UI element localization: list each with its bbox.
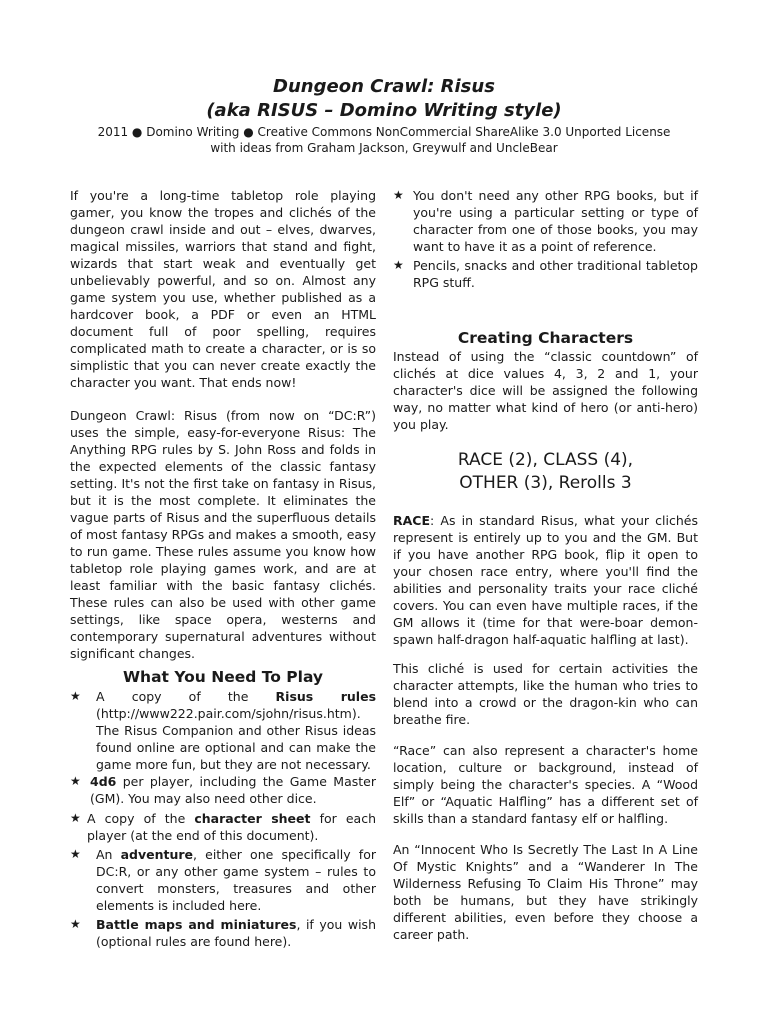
license-line: 2011 ● Domino Writing ● Creative Commons NonCommercial ShareAlike 3.0 Unported License bbox=[97, 125, 671, 139]
race-examples-paragraph: An “Innocent Who Is Secretly The Last In A Line Of Mystic Knights” and a “Wanderer In The Wilderness Refusing To Claim His Throne” may both be humans, but they have strikingly different abilities, even before they choose a career path. bbox=[393, 842, 698, 942]
star-bullet-icon: ★ bbox=[70, 774, 81, 788]
what-you-need-heading: What You Need To Play bbox=[122, 668, 324, 686]
list-item: ★ Pencils, snacks and other traditional tabletop RPG stuff. bbox=[393, 258, 698, 290]
star-bullet-icon: ★ bbox=[393, 258, 404, 272]
star-bullet-icon: ★ bbox=[70, 917, 81, 931]
race-paragraph: RACE: As in standard Risus, what your clichés represent is entirely up to you and the GM. But if you have another RPG book, flip it open to your chosen race entry, where you'll find the abilities and personality traits your race cliché covers. You can even have multiple races, if the GM allows it (time for that were-boar demon-spawn half-dragon half-aquatic halfling at last). bbox=[393, 513, 698, 647]
list-item: ★ 4d6 per player, including the Game Master (GM). You may also need other dice. bbox=[70, 774, 376, 806]
creating-characters-heading: Creating Characters bbox=[457, 329, 634, 347]
dice-assignment-line-2: OTHER (3), Rerolls 3 bbox=[459, 473, 632, 493]
list-item: ★ An adventure, either one specifically for DC:R, or any other game system – rules to convert monsters, treasures and other elements is included here. bbox=[70, 847, 376, 913]
list-item: ★ A copy of the character sheet for each player (at the end of this document). bbox=[70, 811, 377, 843]
star-bullet-icon: ★ bbox=[393, 188, 404, 202]
document-title: Dungeon Crawl: Risus bbox=[273, 76, 495, 97]
document-subtitle: (aka RISUS – Domino Writing style) bbox=[206, 100, 562, 121]
countdown-paragraph: Instead of using the “classic countdown” of clichés at dice values 4, 3, 2 and 1, your character's dice will be assigned the following way, no matter what kind of hero (or anti-hero) you play. bbox=[393, 349, 698, 432]
race-usage-paragraph: This cliché is used for certain activities the character attempts, like the human who tries to blend into a crowd or the dragon-kin who can breathe fire. bbox=[393, 661, 698, 727]
credits-line: with ideas from Graham Jackson, Greywulf and UncleBear bbox=[210, 141, 558, 155]
star-bullet-icon: ★ bbox=[70, 847, 81, 861]
race-background-paragraph: “Race” can also represent a character's home location, culture or background, instead of simply being the character's species. A “Wood Elf” or “Aquatic Halfling” has a different set of skills than a standard fantasy elf or halfling. bbox=[393, 743, 698, 826]
intro-paragraph: If you're a long-time tabletop role playing gamer, you know the tropes and clichés of the dungeon crawl inside and out – elves, dwarves, magical missiles, warriors that stand and fight, wizards that start weak and eventually get unbelievably powerful, and so on. Almost any game system you use, whether published as a hardcover book, a PDF or even an HTML document full of poor spelling, requires complicated math to create a character, or is so simplistic that you can never create exactly the character you want. That ends now! bbox=[70, 188, 376, 390]
list-item: ★ A copy of the Risus rules (http://www222.pair.com/sjohn/risus.htm). The Risus Companion and other Risus ideas found online are optional and can make the game more fun, but they are not necessary. bbox=[70, 689, 377, 772]
dcr-paragraph: Dungeon Crawl: Risus (from now on “DC:R”) uses the simple, easy-for-everyone Risus: The Anything RPG rules by S. John Ross and folds in the expected elements of the classic fantasy setting. It's not the first take on fantasy in Risus, but it is the most complete. It eliminates the vague parts of Risus and the superfluous details of most fantasy RPGs and makes a smooth, easy to run game. These rules assume you know how tabletop role playing games work, and are at least familiar with the basic fantasy clichés. These rules can also be used with other game settings, like space opera, westerns and contemporary supernatural adventures without significant changes. bbox=[70, 408, 376, 661]
list-item: ★ You don't need any other RPG books, but if you're using a particular setting or type of character from one of those books, you may want to have it as a point of reference. bbox=[393, 188, 698, 254]
star-bullet-icon: ★ bbox=[70, 811, 81, 825]
star-bullet-icon: ★ bbox=[70, 689, 81, 703]
dice-assignment-line-1: RACE (2), CLASS (4), bbox=[457, 450, 634, 470]
list-item: ★ Battle maps and miniatures, if you wish (optional rules are found here). bbox=[70, 917, 376, 949]
